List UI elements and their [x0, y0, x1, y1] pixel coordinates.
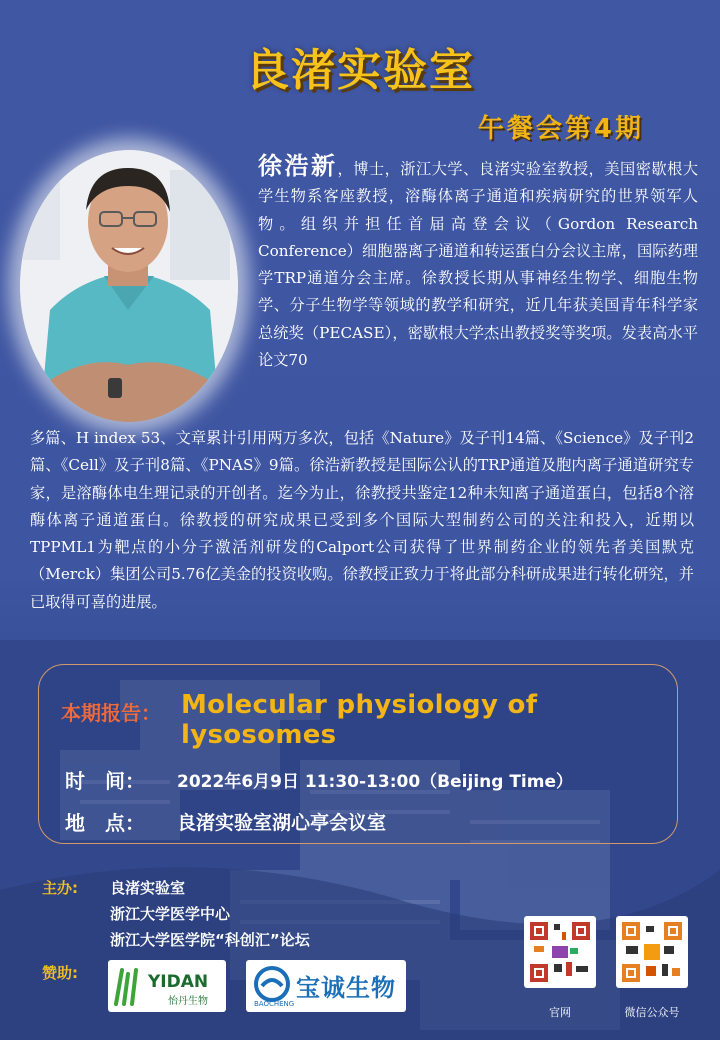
session-subtitle: 午餐会第4期 — [477, 114, 644, 144]
place-value: 良渚实验室湖心亭会议室 — [177, 812, 387, 834]
speaker-bio-bottom: 多篇、H index 53、文章累计引用两万多次，包括《Nature》及子刊14篇、《Science》及子刊2篇、《Cell》及子刊8篇、《PNAS》9篇。徐浩新教授是国际公认的TRP通道及胞内离子通道研究专家，是溶酶体电生理记录的开创者。迄今为止，徐教授共鉴定12种未知离子通道蛋白，包括8个溶酶体离子通道蛋白。徐教授的研究成果已受到多个国际大型制药公司的关注和投入，近期以TPPML1为靶点的小分子激活剂研发的Calport公司获得了世界制药企业的领先者美国默克（Merck）集团公司5.76亿美金的投资收购。徐教授正致力于将此部分科研成果进行转化研究，并已取得可喜的进展。 — [30, 429, 694, 611]
baocheng-logo-sub: BAOCHENG — [254, 1000, 295, 1008]
baocheng-logo-icon — [252, 964, 292, 1004]
speaker-bio-top-text: ，博士，浙江大学、良渚实验室教授，美国密歇根大学生物系客座教授，溶酶体离子通道和疾病研究的世界领军人物。组织并担任首届高登会议（Gordon Research Conference）细胞器离子通道和转运蛋白分会议主席，国际药理学TRP通道分会主席。徐教授长期从事神经生物学、细胞生物学、分子生物学等领域的教学和研究，近几年获美国青年科学家总统奖（PECASE），密歇根大学杰出教授奖等奖项。发表高水平论文70 — [258, 160, 699, 370]
speaker-photo — [20, 150, 238, 422]
yidan-logo-text: YIDAN — [148, 972, 209, 992]
sponsor-logo-yidan — [108, 960, 226, 1012]
qr-code-icon — [616, 916, 688, 988]
qr-code-icon — [524, 916, 596, 988]
wechat-qr-label: 微信公众号 — [624, 1006, 680, 1019]
time-value: 2022年6月9日 11:30-13:00（Beijing Time） — [177, 772, 573, 792]
place-label: 地 点： — [65, 811, 145, 835]
host-2: 浙江大学医学中心 — [110, 905, 231, 923]
poster-title: 良渚实验室 — [245, 45, 475, 96]
talk-info-box — [38, 664, 678, 844]
speaker-bio-top — [258, 152, 698, 374]
sponsor-logo-baocheng — [246, 960, 406, 1012]
yidan-logo-cn: 怡丹生物 — [168, 996, 208, 1007]
website-qr-code[interactable] — [524, 916, 596, 988]
website-qr-label: 官网 — [549, 1006, 571, 1019]
host-1: 良渚实验室 — [110, 879, 186, 897]
host-label: 主办: — [42, 879, 78, 897]
speaker-name: 徐浩新 — [258, 151, 338, 180]
time-label: 时 间： — [65, 769, 145, 793]
talk-title: Molecular physiology of lysosomes — [181, 690, 538, 750]
host-3: 浙江大学医学院“科创汇”论坛 — [110, 931, 310, 949]
talk-label: 本期报告： — [61, 701, 161, 725]
wechat-qr-code[interactable] — [616, 916, 688, 988]
speaker-portrait-image — [20, 150, 238, 422]
baocheng-logo-text: 宝诚生物 — [296, 974, 396, 1002]
sponsor-label: 赞助: — [42, 964, 78, 982]
